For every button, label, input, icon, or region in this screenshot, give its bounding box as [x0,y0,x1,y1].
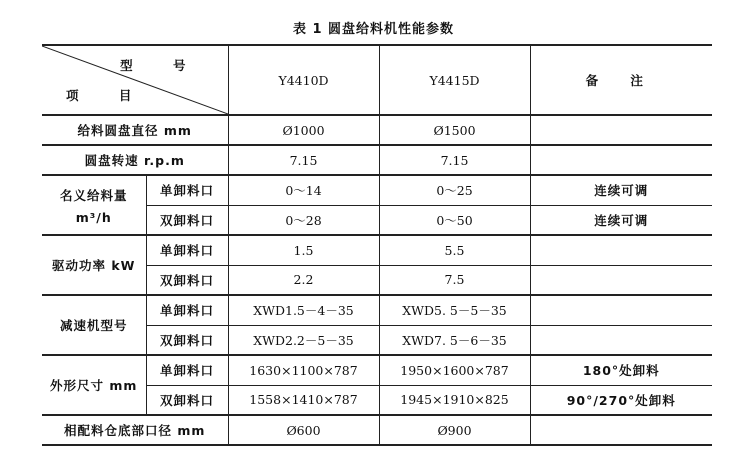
cell-bin-outlet-b: Ø900 [379,415,530,445]
table-row [42,145,712,175]
cell-bin-outlet-remark [530,415,712,445]
row-label-power: 驱动功率 kW [42,235,146,295]
cell-feed-single-a: 0～14 [228,175,379,205]
cell-size-single-remark: 180°处卸料 [530,355,712,385]
table-row [42,295,712,325]
sub-label-size-single: 单卸料口 [146,355,228,385]
table-caption: 表 1 圆盘给料机性能参数 [292,22,455,37]
table-row [42,115,712,145]
sub-label-feed-double: 双卸料口 [146,205,228,235]
cell-size-double-a: 1558×1410×787 [228,385,379,415]
cell-feed-single-b: 0～25 [379,175,530,205]
cell-size-double-remark: 90°/270°处卸料 [530,385,712,415]
row-label-bin-outlet: 相配料仓底部口径 mm [42,415,228,445]
sub-label-reducer-single: 单卸料口 [146,295,228,325]
model-b-header: Y4415D [379,45,530,115]
table-row [42,415,712,445]
feed-label-line1: 名义给料量 [59,187,128,203]
spec-table [42,44,712,446]
cell-power-double-b: 7.5 [379,265,530,295]
table-row [42,175,712,205]
row-label-size: 外形尺寸 mm [42,355,146,415]
cell-reducer-double-b: XWD7. 5－6－35 [379,325,530,355]
table-row [42,355,712,385]
cell-disk-diameter-remark [530,115,712,145]
cell-reducer-single-remark [530,295,712,325]
cell-size-single-a: 1630×1100×787 [228,355,379,385]
sub-label-reducer-double: 双卸料口 [146,325,228,355]
cell-power-single-a: 1.5 [228,235,379,265]
sub-label-feed-single: 单卸料口 [146,175,228,205]
sub-label-power-single: 单卸料口 [146,235,228,265]
row-label-feed [42,175,146,235]
cell-feed-double-b: 0～50 [379,205,530,235]
sub-label-power-double: 双卸料口 [146,265,228,295]
cell-feed-double-remark: 连续可调 [530,205,712,235]
cell-bin-outlet-a: Ø600 [228,415,379,445]
cell-speed-a: 7.15 [228,145,379,175]
cell-disk-diameter-a: Ø1000 [228,115,379,145]
sub-label-size-double: 双卸料口 [146,385,228,415]
header-row [42,45,712,115]
cell-reducer-single-b: XWD5. 5－5－35 [379,295,530,325]
cell-power-single-remark [530,235,712,265]
cell-feed-single-remark: 连续可调 [530,175,712,205]
row-label-reducer: 减速机型号 [42,295,146,355]
diagonal-header-cell [42,45,228,115]
cell-power-single-b: 5.5 [379,235,530,265]
item-axis-label: 项 目 [66,88,150,103]
cell-feed-double-a: 0～28 [228,205,379,235]
model-axis-label: 型 号 [120,58,204,73]
cell-power-double-remark [530,265,712,295]
cell-speed-remark [530,145,712,175]
cell-reducer-double-a: XWD2.2－5－35 [228,325,379,355]
cell-disk-diameter-b: Ø1500 [379,115,530,145]
row-label-disk-diameter: 给料圆盘直径 mm [42,115,228,145]
cell-reducer-single-a: XWD1.5－4－35 [228,295,379,325]
row-label-speed: 圆盘转速 r.p.m [42,145,228,175]
table-row [42,235,712,265]
cell-power-double-a: 2.2 [228,265,379,295]
cell-size-single-b: 1950×1600×787 [379,355,530,385]
cell-size-double-b: 1945×1910×825 [379,385,530,415]
remark-header: 备 注 [530,45,712,115]
cell-speed-b: 7.15 [379,145,530,175]
model-a-header: Y4410D [228,45,379,115]
feed-label-line2: m³/h [75,209,112,225]
cell-reducer-double-remark [530,325,712,355]
